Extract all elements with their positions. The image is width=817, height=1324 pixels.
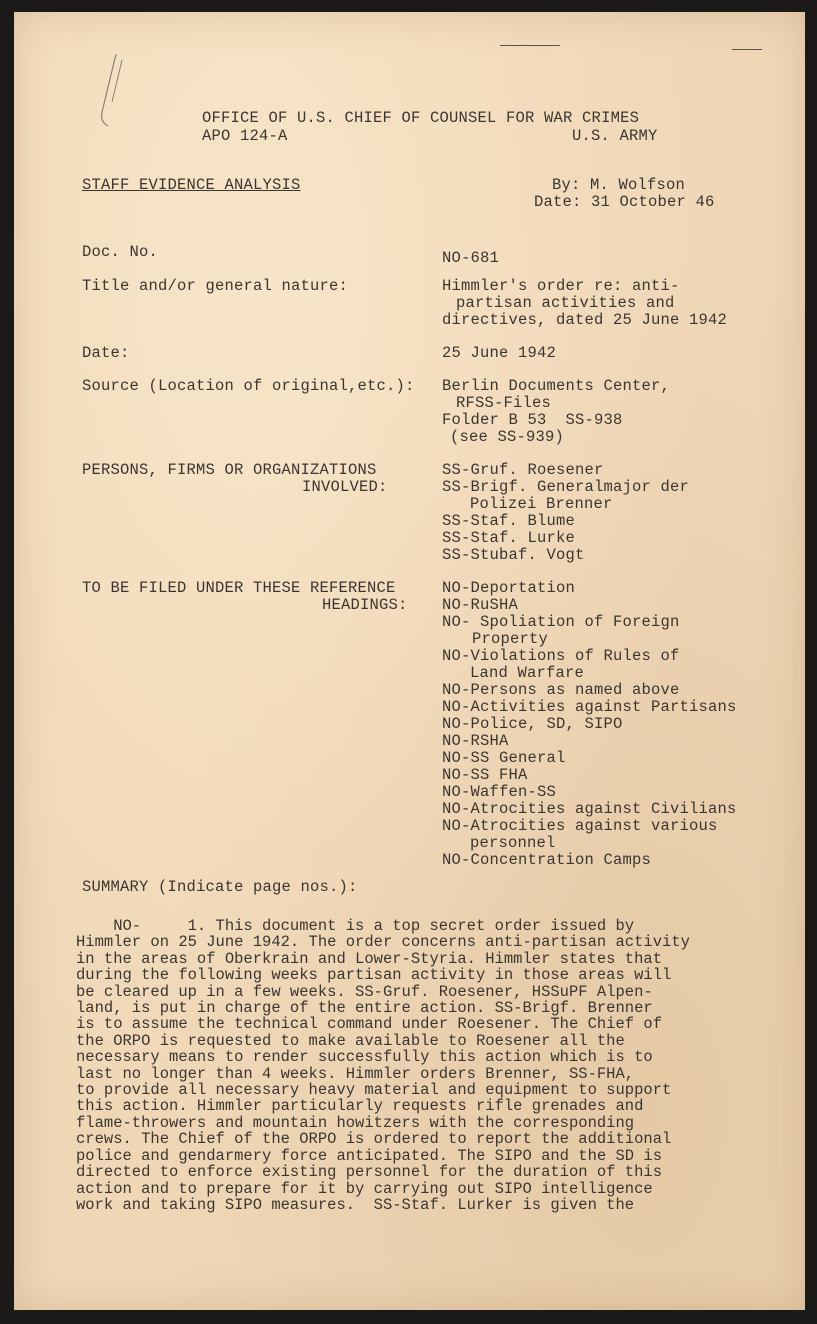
summary-line: the ORPO is requested to make available to Roesener all the [76,1031,625,1050]
summary-line: Himmler on 25 June 1942. The order concerns anti-partisan activity [76,933,690,952]
header-apo: APO 124-A [202,127,288,145]
filed-label: TO BE FILED UNDER THESE REFERENCE [82,579,396,597]
date-value: 25 June 1942 [442,344,557,362]
title-value-line: directives, dated 25 June 1942 [442,311,728,329]
persons-value-line: SS-Stubaf. Vogt [442,546,585,564]
filed-value-line: NO-Police, SD, SIPO [442,715,623,733]
document-page [14,12,805,1310]
persons-value-line: SS-Brigf. Generalmajor der [442,478,690,496]
date-label: Date: [82,344,130,362]
summary-line: this action. Himmler particularly requests rifle grenades and [76,1097,644,1116]
doc-no-value: NO-681 [442,249,500,267]
filed-value-line: NO-Deportation [442,579,576,597]
filed-value-line: NO-SS General [442,749,566,767]
summary-line: crews. The Chief of the ORPO is ordered to report the additional [76,1130,672,1149]
top-dash-line [500,45,560,46]
summary-line: to provide all necessary heavy material and equipment to support [76,1081,672,1100]
summary-line: directed to enforce existing personnel for the duration of this [76,1163,662,1182]
pencil-mark [94,52,124,130]
filed-value-line: NO-RuSHA [442,596,519,614]
analysis-date: Date: 31 October 46 [534,193,715,211]
doc-no-label: Doc. No. [82,243,159,261]
analysis-title: STAFF EVIDENCE ANALYSIS [82,176,301,194]
source-label: Source (Location of original,etc.): [82,377,415,395]
source-value-line: Berlin Documents Center, [442,377,671,395]
persons-value-line: Polizei Brenner [470,495,613,513]
filed-value-line: personnel [470,834,556,852]
analysis-by: By: M. Wolfson [552,176,686,194]
title-label: Title and/or general nature: [82,277,349,295]
filed-value-line: NO-Waffen-SS [442,783,557,801]
filed-value-line: Property [472,630,549,648]
title-value-line: partisan activities and [456,294,675,312]
source-value-line: RFSS-Files [456,394,552,412]
filed-value-line: NO-SS FHA [442,766,528,784]
persons-label-2: INVOLVED: [302,478,388,496]
filed-value-line: NO-Violations of Rules of [442,647,680,665]
summary-line: is to assume the technical command under Roesener. The Chief of [76,1015,662,1034]
summary-line: flame-throwers and mountain howitzers with the corresponding [76,1113,635,1132]
summary-line: police and gendarmery force anticipated. The SIPO and the SD is [76,1146,662,1165]
persons-value-line: SS-Staf. Blume [442,512,576,530]
filed-value-line: NO-Concentration Camps [442,851,652,869]
source-value-line: (see SS-939) [450,428,565,446]
summary-label: SUMMARY (Indicate page nos.): [82,878,358,896]
header-army: U.S. ARMY [572,127,658,145]
summary-line: necessary means to render successfully this action which is to [76,1048,653,1067]
filed-value-line: NO-Atrocities against various [442,817,718,835]
filed-label-2: HEADINGS: [322,596,408,614]
persons-label: PERSONS, FIRMS OR ORGANIZATIONS [82,461,377,479]
title-value-line: Himmler's order re: anti- [442,277,680,295]
summary-line: last no longer than 4 weeks. Himmler orders Brenner, SS-FHA, [76,1064,635,1083]
filed-value-line: NO-RSHA [442,732,509,750]
summary-line: during the following weeks partisan activity in those areas will [76,966,672,985]
summary-paragraph [76,918,766,1213]
filed-value-line: NO- Spoliation of Foreign [442,613,680,631]
filed-value-line: Land Warfare [470,664,585,682]
filed-value-line: NO-Atrocities against Civilians [442,800,737,818]
summary-line: action and to prepare for it by carrying out SIPO intelligence [76,1179,653,1198]
header-office: OFFICE OF U.S. CHIEF OF COUNSEL FOR WAR CRIMES [202,109,640,127]
persons-value-line: SS-Gruf. Roesener [442,461,604,479]
source-value-line: Folder B 53 SS-938 [442,411,623,429]
persons-value-line: SS-Staf. Lurke [442,529,576,547]
summary-line: land, is put in charge of the entire action. SS-Brigf. Brenner [76,999,653,1018]
summary-line: work and taking SIPO measures. SS-Staf. Lurker is given the [76,1195,635,1214]
summary-line: NO- 1. This document is a top secret order issued by [76,917,635,935]
summary-line: in the areas of Oberkrain and Lower-Styria. Himmler states that [76,949,662,968]
top-dash-line-2 [732,49,762,50]
filed-value-line: NO-Activities against Partisans [442,698,737,716]
filed-value-line: NO-Persons as named above [442,681,680,699]
summary-line: be cleared up in a few weeks. SS-Gruf. Roesener, HSSuPF Alpen- [76,982,653,1001]
